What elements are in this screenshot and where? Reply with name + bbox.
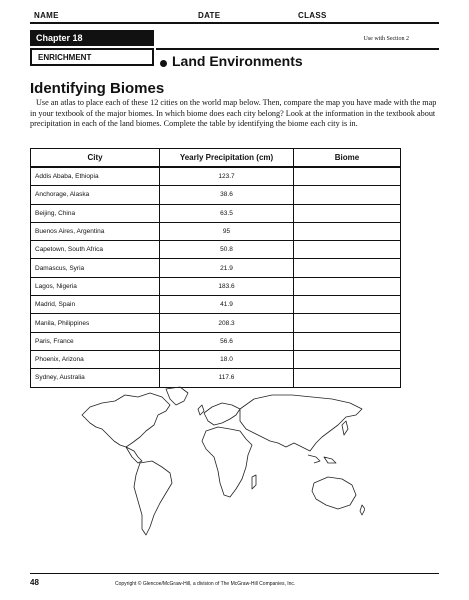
biome-cell[interactable] bbox=[294, 167, 401, 186]
table-row bbox=[31, 167, 401, 186]
table-row bbox=[31, 332, 401, 350]
table-row bbox=[31, 277, 401, 295]
instructions: Use an atlas to place each of these 12 cities on the world map below. Then, compare the map you have made with the map in your textbook of the major biomes. In which biome does each city belong? Look at the information in the textbook about precipitation in each of the land biomes. Complete the table by identifying the biome each city is in. bbox=[30, 98, 437, 128]
precipitation-cell: 63.5 bbox=[160, 204, 294, 222]
column-header-biome: Biome bbox=[294, 149, 401, 168]
table-header-row bbox=[31, 149, 401, 168]
city-cell: Manila, Philippines bbox=[31, 314, 160, 332]
biome-cell[interactable] bbox=[294, 222, 401, 240]
city-cell: Anchorage, Alaska bbox=[31, 186, 160, 204]
table-body bbox=[31, 167, 401, 387]
precipitation-cell: 18.0 bbox=[160, 350, 294, 368]
europe-outline bbox=[204, 403, 240, 425]
title-rule bbox=[156, 48, 439, 50]
japan-outline bbox=[342, 421, 348, 435]
header-class-label: CLASS bbox=[298, 11, 327, 20]
city-cell: Lagos, Nigeria bbox=[31, 277, 160, 295]
southeast-asia-islands-outline bbox=[308, 455, 336, 463]
table-row bbox=[31, 314, 401, 332]
central-america-outline bbox=[126, 447, 142, 463]
table-row bbox=[31, 241, 401, 259]
precipitation-cell: 50.8 bbox=[160, 241, 294, 259]
new-zealand-outline bbox=[360, 505, 365, 515]
australia-outline bbox=[312, 477, 356, 509]
north-america-outline bbox=[82, 393, 170, 447]
city-cell: Paris, France bbox=[31, 332, 160, 350]
biome-cell[interactable] bbox=[294, 204, 401, 222]
africa-outline bbox=[202, 427, 252, 497]
copyright-note: Copyright © Glencoe/McGraw-Hill, a division of The McGraw-Hill Companies, Inc. bbox=[115, 581, 296, 587]
table-row bbox=[31, 204, 401, 222]
precipitation-cell: 38.6 bbox=[160, 186, 294, 204]
section-title: Land Environments bbox=[172, 53, 303, 69]
precipitation-cell: 41.9 bbox=[160, 296, 294, 314]
biome-cell[interactable] bbox=[294, 314, 401, 332]
column-header-precipitation: Yearly Precipitation (cm) bbox=[160, 149, 294, 168]
precipitation-cell: 56.6 bbox=[160, 332, 294, 350]
precipitation-cell: 183.6 bbox=[160, 277, 294, 295]
city-cell: Damascus, Syria bbox=[31, 259, 160, 277]
biome-cell[interactable] bbox=[294, 277, 401, 295]
precipitation-cell: 123.7 bbox=[160, 167, 294, 186]
south-america-outline bbox=[134, 461, 172, 535]
table-row bbox=[31, 350, 401, 368]
city-cell: Phoenix, Arizona bbox=[31, 350, 160, 368]
city-cell: Addis Ababa, Ethiopia bbox=[31, 167, 160, 186]
city-cell: Buenos Aires, Argentina bbox=[31, 222, 160, 240]
header-date-label: DATE bbox=[198, 11, 221, 20]
city-cell: Madrid, Spain bbox=[31, 296, 160, 314]
city-cell: Sydney, Australia bbox=[31, 369, 160, 387]
precipitation-cell: 208.3 bbox=[160, 314, 294, 332]
biome-cell[interactable] bbox=[294, 350, 401, 368]
table-row bbox=[31, 186, 401, 204]
madagascar-outline bbox=[252, 475, 256, 489]
header-name-label: NAME bbox=[34, 11, 59, 20]
biome-cell[interactable] bbox=[294, 186, 401, 204]
table-row bbox=[31, 222, 401, 240]
enrichment-label: ENRICHMENT bbox=[30, 48, 154, 66]
greenland-outline bbox=[166, 387, 188, 405]
uk-outline bbox=[198, 405, 204, 415]
chapter-label: Chapter 18 bbox=[30, 30, 154, 46]
biome-cell[interactable] bbox=[294, 332, 401, 350]
precipitation-cell: 95 bbox=[160, 222, 294, 240]
biome-cell[interactable] bbox=[294, 296, 401, 314]
biome-cell[interactable] bbox=[294, 259, 401, 277]
header-rule bbox=[30, 22, 439, 24]
use-with-note: Use with Section 2 bbox=[363, 36, 409, 42]
biome-table bbox=[30, 148, 401, 388]
world-map-outline bbox=[80, 385, 365, 545]
footer-rule bbox=[30, 573, 439, 574]
page-number: 48 bbox=[30, 578, 39, 587]
bullet-icon bbox=[160, 60, 167, 67]
city-cell: Capetown, South Africa bbox=[31, 241, 160, 259]
precipitation-cell: 21.9 bbox=[160, 259, 294, 277]
precipitation-cell: 117.6 bbox=[160, 369, 294, 387]
page-heading: Identifying Biomes bbox=[30, 80, 165, 97]
table-row bbox=[31, 296, 401, 314]
table-row bbox=[31, 259, 401, 277]
biome-cell[interactable] bbox=[294, 241, 401, 259]
city-cell: Beijing, China bbox=[31, 204, 160, 222]
column-header-city: City bbox=[31, 149, 160, 168]
